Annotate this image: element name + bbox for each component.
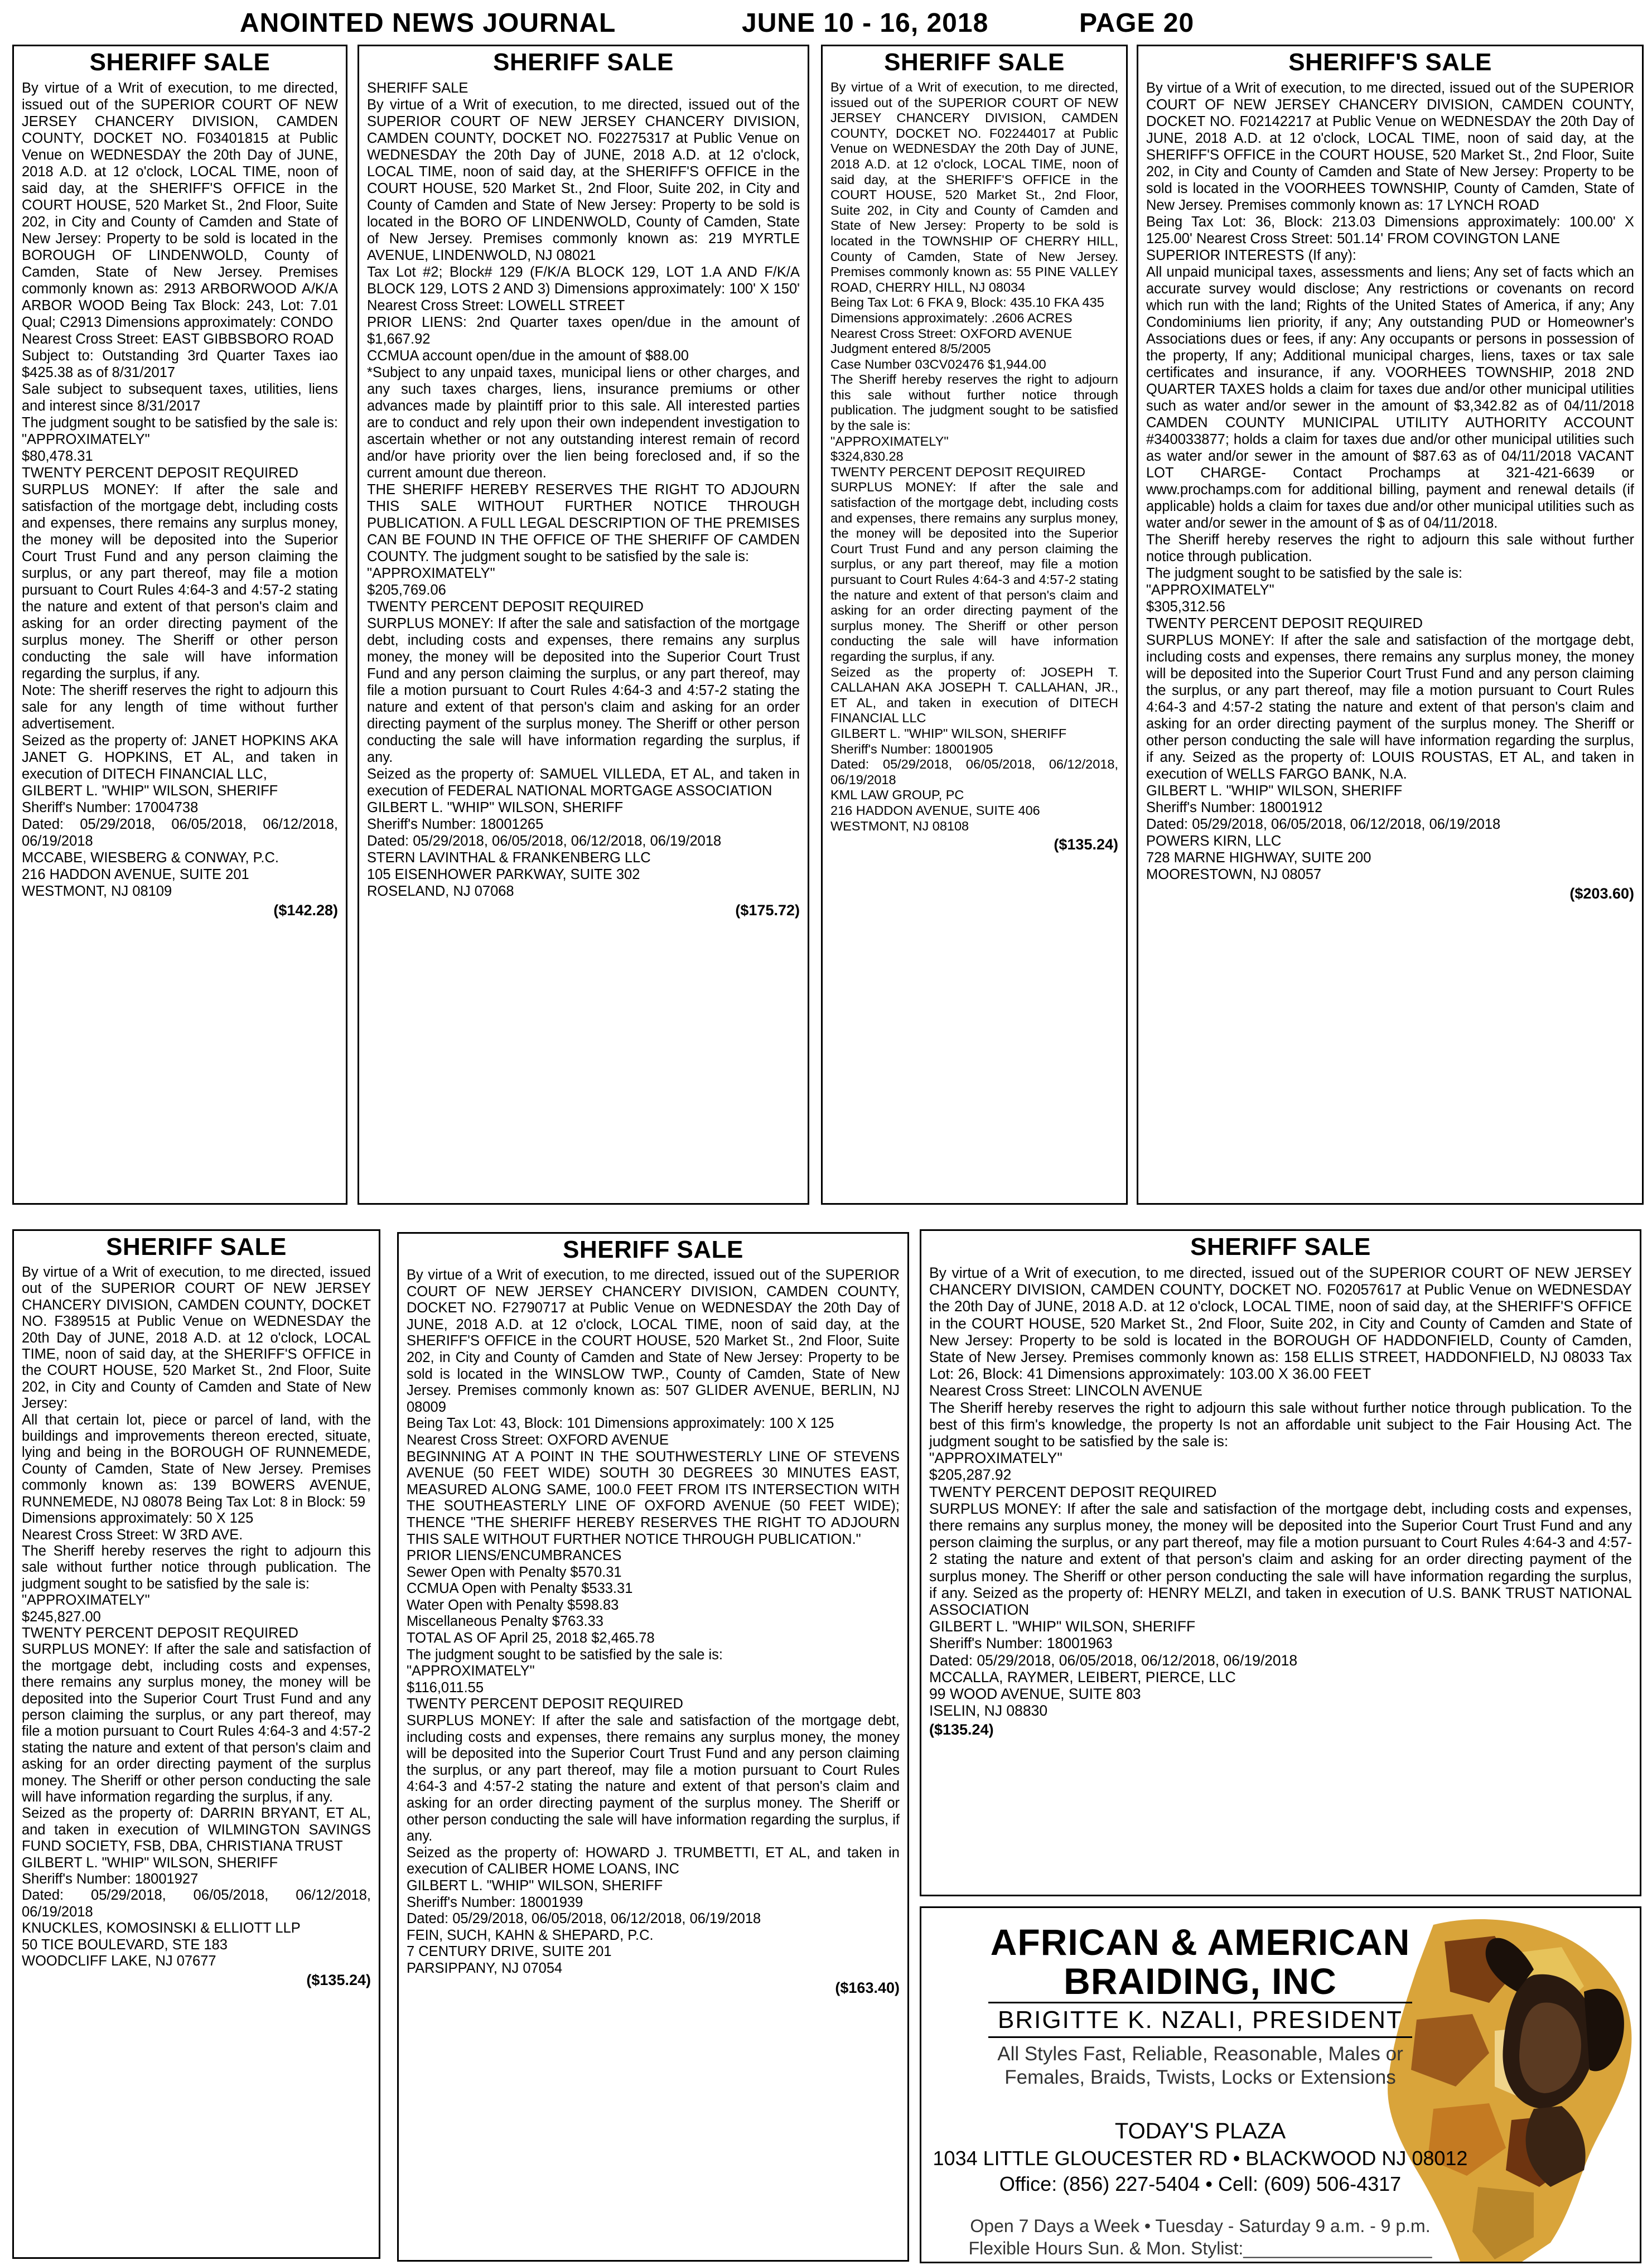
- notice-title: SHERIFF SALE: [493, 49, 674, 76]
- divider: [988, 2002, 1412, 2003]
- notice-price: ($135.24): [306, 1972, 371, 1989]
- notice-voorhees: [1137, 45, 1644, 1205]
- notice-title: SHERIFF SALE: [884, 49, 1065, 76]
- notice-body: By virtue of a Writ of execution, to me directed, issued out of the SUPERIOR COURT OF NEW JERSEY CHANCERY DIVISION, CAMDEN COUNTY, DOCKET NO. F02057617 at Public Venue on WEDNESDAY the 20th Day of JUNE, 2018 A.D. at 12 o'clock, LOCAL TIME, noon of said day, at the SHERIFF'S OFFICE in the COURT HOUSE, 520 Market St., 2nd Floor, Suite 202, in City and County of Camden and State of New Jersey: Property to be sold is located in the BOROUGH OF HADDONFIELD, County of Camden, State of New Jersey. Premises commonly known as: 158 ELLIS STREET, HADDONFIELD, NJ 08033 Tax Lot: 26, Block: 41 Dimensions approximately: 103.00 X 36.00 FEET Nearest Cross Street: LINCOLN AVENUE The Sheriff hereby reserves the right to adjourn this sale without further notice through publication. To the best of this firm's knowledge, the property Is not an affordable unit subject to the Fair Housing Act. The judgment sought to be satisfied by the sale is: "APPROXIMATELY" $205,287.92 TWENTY PERCENT DEPOSIT REQUIRED SURPLUS MONEY: If after the sale and satisfaction of the mortgage debt, including costs and expenses, there remains any surplus money, the money will be deposited into the Superior Court Trust Fund and any person claiming the surplus, or any part thereof, may file a motion pursuant to Court Rules 4:64-3 and 4:57-2 stating the nature and extent of that person's claim and asking for an order directing payment of the surplus money. The Sheriff or other person conducting the sale will have information regarding the surplus, if any. Seized as the property of: HENRY MELZI, and taken in execution of U.S. BANK TRUST NATIONAL ASSOCIATION GILBERT L. "WHIP" WILSON, SHERIFF Sheriff's Number: 18001963 Dated: 05/29/2018, 06/05/2018, 06/12/2018, 06/19/2018 MCCALLA, RAYMER, LEIBERT, PIERCE, LLC 99 WOOD AVENUE, SUITE 803 ISELIN, NJ 08830: [929, 1264, 1632, 1720]
- hours-line-2: Flexible Hours Sun. & Mon. Stylist:___________________: [968, 2238, 1432, 2258]
- masthead: [0, 8, 1652, 44]
- hours-line-1: Open 7 Days a Week • Tuesday - Saturday 9 a.m. - 9 p.m.: [970, 2216, 1431, 2236]
- notice-body: By virtue of a Writ of execution, to me directed, issued out of the SUPERIOR COURT OF NEW JERSEY CHANCERY DIVISION, CAMDEN COUNTY, DOCKET NO. F389515 at Public Venue on WEDNESDAY the 20th Day of JUNE, 2018 A.D. at 12 o'clock, LOCAL TIME, noon of said day, at the SHERIFF'S OFFICE in the COURT HOUSE, 520 Market St., 2nd Floor, Suite 202, in City and County of Camden and State of New Jersey: All that certain lot, piece or parcel of land, with the buildings and improvements thereon erected, situate, lying and being in the BOROUGH OF RUNNEMEDE, County of Camden, State of New Jersey. Premises commonly known as: 139 BOWERS AVENUE, RUNNEMEDE, NJ 08078 Being Tax Lot: 8 in Block: 59 Dimensions approximately: 50 X 125 Nearest Cross Street: W 3RD AVE. The Sheriff hereby reserves the right to adjourn this sale without further notice through publication. The judgment sought to be satisfied by the sale is: "APPROXIMATELY" $245,827.00 TWENTY PERCENT DEPOSIT REQUIRED SURPLUS MONEY: If after the sale and satisfaction of the mortgage debt, including costs and expenses, there remains any surplus money, the money will be deposited into the Superior Court Trust Fund and any person claiming the surplus, or any part thereof, may file a motion pursuant to Court Rules 4:64-3 and 4:57-2 stating the nature and extent of that person's claim and asking for an order directing payment of the surplus money. The Sheriff or other person conducting the sale will have information regarding the surplus, if any. Seized as the property of: DARRIN BRYANT, ET AL, and taken in execution of WILMINGTON SAVINGS FUND SOCIETY, FSB, DBA, CHRISTIANA TRUST GILBERT L. "WHIP" WILSON, SHERIFF Sheriff's Number: 18001927 Dated: 05/29/2018, 06/05/2018, 06/12/2018, 06/19/2018 KNUCKLES, KOMOSINSKI & ELLIOTT LLP 50 TICE BOULEVARD, STE 183 WOODCLIFF LAKE, NJ 07677: [22, 1264, 371, 1969]
- notice-body: SHERIFF SALE By virtue of a Writ of execution, to me directed, issued out of the SUPERIOR COURT OF NEW JERSEY CHANCERY DIVISION, CAMDEN COUNTY, DOCKET NO. F02275317 at Public Venue on WEDNESDAY the 20th Day of JUNE, 2018 A.D. at 12 o'clock, LOCAL TIME, noon of said day, at the SHERIFF'S OFFICE in the COURT HOUSE, 520 Market St., 2nd Floor, Suite 202, in City and County of Camden and State of New Jersey: Property to be sold is located in the BORO OF LINDENWOLD, County of Camden, State of New Jersey. Premises commonly known as: 219 MYRTLE AVENUE, LINDENWOLD, NJ 08021 Tax Lot #2; Block# 129 (F/K/A BLOCK 129, LOT 1.A AND F/K/A BLOCK 129, LOTS 2 AND 3) Dimensions approximately: 100' X 150' Nearest Cross Street: LOWELL STREET PRIOR LIENS: 2nd Quarter taxes open/due in the amount of $1,667.92 CCMUA account open/due in the amount of $88.00 *Subject to any unpaid taxes, municipal liens or other charges, and any such taxes charges, liens, insurance premiums or other advances made by plaintiff prior to this sale. All interested parties are to conduct and rely upon their own independent investigation to ascertain whether or not any outstanding interest remain of record and/or have priority over the lien being foreclosed and, if so the current amount due thereon. THE SHERIFF HEREBY RESERVES THE RIGHT TO ADJOURN THIS SALE WITHOUT FURTHER NOTICE THROUGH PUBLICATION. A FULL LEGAL DESCRIPTION OF THE PREMISES CAN BE FOUND IN THE OFFICE OF THE SHERIFF OF CAMDEN COUNTY. The judgment sought to be satisfied by the sale is: "APPROXIMATELY" $205,769.06 TWENTY PERCENT DEPOSIT REQUIRED SURPLUS MONEY: If after the sale and satisfaction of the mortgage debt, including costs and expenses, there remains any surplus money, the money will be deposited into the Superior Court Trust Fund and any person claiming the surplus, or any part thereof, may file a motion pursuant to Court Rules 4:64-3 and 4:57-2 stating the nature and extent of that person's claim and asking for an order directing payment of the surplus money. The Sheriff or other person conducting the sale will have information regarding the surplus, if any. Seized as the property of: SAMUEL VILLEDA, ET AL, and taken in execution of FEDERAL NATIONAL MORTGAGE ASSOCIATION GILBERT L. "WHIP" WILSON, SHERIFF Sheriff's Number: 18001265 Dated: 05/29/2018, 06/05/2018, 06/12/2018, 06/19/2018 STERN LAVINTHAL & FRANKENBERG LLC 105 EISENHOWER PARKWAY, SUITE 302 ROSELAND, NJ 07068: [367, 80, 800, 899]
- notice-haddonfield: [920, 1229, 1641, 1896]
- notice-price: ($163.40): [835, 1979, 900, 1996]
- phone-numbers: Office: (856) 227-5404 • Cell: (609) 506-4317: [999, 2172, 1402, 2195]
- issue-date: JUNE 10 - 16, 2018: [742, 8, 989, 38]
- notice-title: SHERIFF SALE: [89, 49, 270, 76]
- paper-name: ANOINTED NEWS JOURNAL: [240, 8, 616, 38]
- notice-title: SHERIFF SALE: [106, 1233, 287, 1261]
- notice-runnemede: [12, 1229, 380, 2259]
- notice-price: ($135.24): [1054, 836, 1118, 853]
- notice-price: ($203.60): [1569, 885, 1634, 902]
- notice-lindenwold-arborwood: [12, 45, 347, 1205]
- page-number: PAGE 20: [1079, 8, 1195, 38]
- notice-body: By virtue of a Writ of execution, to me directed, issued out of the SUPERIOR COURT OF NEW JERSEY CHANCERY DIVISION, CAMDEN COUNTY, DOCKET NO. F2790717 at Public Venue on WEDNESDAY the 20th Day of JUNE, 2018 A.D. at 12 o'clock, LOCAL TIME, noon of said day, at the SHERIFF'S OFFICE in the COURT HOUSE, 520 Market St., 2nd Floor, Suite 202, in City and County of Camden and State of New Jersey: Property to be sold is located in the WINSLOW TWP., County of Camden, State of New Jersey. Premises commonly known as: 507 GLIDER AVENUE, BERLIN, NJ 08009 Being Tax Lot: 43, Block: 101 Dimensions approximately: 100 X 125 Nearest Cross Street: OXFORD AVENUE BEGINNING AT A POINT IN THE SOUTHWESTERLY LINE OF STEVENS AVENUE (50 FEET WIDE) SOUTH 30 DEGREES 30 MINUTES EAST, MEASURED ALONG SAME, 100.0 FEET FROM ITS INTERSECTION WITH THE SOUTHEASTERLY LINE OF OXFORD AVENUE (50 FEET WIDE); THENCE "THE SHERIFF HEREBY RESERVES THE RIGHT TO ADJOURN THIS SALE WITHOUT FURTHER NOTICE THROUGH PUBLICATION." PRIOR LIENS/ENCUMBRANCES Sewer Open with Penalty $570.31 CCMUA Open with Penalty $533.31 Water Open with Penalty $598.83 Miscellaneous Penalty $763.33 TOTAL AS OF April 25, 2018 $2,465.78 The judgment sought to be satisfied by the sale is: "APPROXIMATELY" $116,011.55 TWENTY PERCENT DEPOSIT REQUIRED SURPLUS MONEY: If after the sale and satisfaction of the mortgage debt, including costs and expenses, there remains any surplus money, the money will be deposited into the Superior Court Trust Fund and any person claiming the surplus, or any part thereof, may file a motion pursuant to Court Rules 4:64-3 and 4:57-2 stating the nature and extent of that person's claim and asking for an order directing payment of the surplus money. The Sheriff or other person conducting the sale will have information regarding the surplus, if any. Seized as the property of: HOWARD J. TRUMBETTI, ET AL, and taken in execution of CALIBER HOME LOANS, INC GILBERT L. "WHIP" WILSON, SHERIFF Sheriff's Number: 18001939 Dated: 05/29/2018, 06/05/2018, 06/12/2018, 06/19/2018 FEIN, SUCH, KAHN & SHEPARD, P.C. 7 CENTURY DRIVE, SUITE 201 PARSIPPANY, NJ 07054: [407, 1267, 900, 1976]
- president-name: BRIGITTE K. NZALI, PRESIDENT: [998, 2006, 1403, 2034]
- company-name-line1: AFRICAN & AMERICAN: [990, 1921, 1411, 1963]
- notice-title: SHERIFF SALE: [1190, 1233, 1371, 1261]
- company-name-line2: BRAIDING, INC: [1064, 1960, 1337, 2002]
- tagline-1: All Styles Fast, Reliable, Reasonable, Males or: [997, 2043, 1403, 2065]
- divider: [988, 2036, 1412, 2038]
- tagline-2: Females, Braids, Twists, Locks or Extensions: [1004, 2066, 1396, 2088]
- notice-winslow: [397, 1232, 909, 2262]
- notice-price: ($135.24): [929, 1721, 994, 1738]
- notice-body: By virtue of a Writ of execution, to me directed, issued out of the SUPERIOR COURT OF NEW JERSEY CHANCERY DIVISION, CAMDEN COUNTY, DOCKET NO. F02142217 at Public Venue on WEDNESDAY the 20th Day of JUNE, 2018 A.D. at 12 o'clock, LOCAL TIME, noon of said day, at the SHERIFF'S OFFICE in the COURT HOUSE, 520 Market St., 2nd Floor, Suite 202, in City and County of Camden and State of New Jersey: Property to be sold is located in the VOORHEES TOWNSHIP, County of Camden, State of New Jersey. Premises commonly known as: 17 LYNCH ROAD Being Tax Lot: 36, Block: 213.03 Dimensions approximately: 100.00' X 125.00' Nearest Cross Street: 501.14' FROM COVINGTON LANE SUPERIOR INTERESTS (If any): All unpaid municipal taxes, assessments and liens; Any set of facts which an accurate survey would disclose; Any restrictions or covenants on record which run with the land; Rights of the United States of America, if any; Any Condominiums lien priority, if any; Any outstanding PUD or Homeowner's Associations dues or fees, if any: Any occupants or persons in possession of the property, If any; Additional municipal charges, liens, taxes or tax sale certificates and insurance, if any. VOORHEES TOWNSHIP, 2018 2ND QUARTER TAXES holds a claim for taxes due and/or other municipal utilities such as water and/or sewer in the amount of $3,342.82 as of 04/11/2018 CAMDEN COUNTY MUNICIPAL UTILITY AUTHORITY ACCOUNT #340033877; holds a claim for taxes due and/or other municipal utilities such as water and/or sewer in the amount of $87.63 as of 04/11/2018 VACANT LOT CHARGE- Contact Prochamps at 321-421-6639 or www.prochamps.com for additional billing, payment and renewal details (if applicable) holds a claim for taxes due and/or other municipal utilities such as water and/or sewer in the amount of $ as of 04/11/2018. The Sheriff hereby reserves the right to adjourn this sale without further notice through publication. The judgment sought to be satisfied by the sale is: "APPROXIMATELY" $305,312.56 TWENTY PERCENT DEPOSIT REQUIRED SURPLUS MONEY: If after the sale and satisfaction of the mortgage debt, including costs and expenses, there remains any surplus money, the money will be deposited into the Superior Court Trust Fund and any person claiming the surplus, or any part thereof, may file a motion pursuant to Court Rules 4:64-3 and 4:57-2 stating the nature and extent of that person's claim and asking for an order directing payment of the surplus money. The Sheriff or other person conducting the sale will have information regarding the surplus, if any. Seized as the property of: LOUIS ROUSTAS, ET AL, and taken in execution of WELLS FARGO BANK, N.A. GILBERT L. "WHIP" WILSON, SHERIFF Sheriff's Number: 18001912 Dated: 05/29/2018, 06/05/2018, 06/12/2018, 06/19/2018 POWERS KIRN, LLC 728 MARNE HIGHWAY, SUITE 200 MOORESTOWN, NJ 08057: [1146, 80, 1634, 882]
- notice-title: SHERIFF'S SALE: [1288, 49, 1492, 76]
- braiding-ad: [920, 1906, 1641, 2263]
- notice-price: ($142.28): [273, 902, 338, 919]
- street-address: 1034 LITTLE GLOUCESTER RD • BLACKWOOD NJ 08012: [933, 2147, 1468, 2170]
- notice-cherry-hill: [821, 45, 1128, 1205]
- plaza-name: TODAY'S PLAZA: [1114, 2119, 1286, 2143]
- notice-title: SHERIFF SALE: [563, 1236, 743, 1263]
- notice-body: By virtue of a Writ of execution, to me directed, issued out of the SUPERIOR COURT OF NEW JERSEY CHANCERY DIVISION, CAMDEN COUNTY, DOCKET NO. F02244017 at Public Venue on WEDNESDAY the 20th Day of JUNE, 2018 A.D. at 12 o'clock, LOCAL TIME, noon of said day, at the SHERIFF'S OFFICE in the COURT HOUSE, 520 Market St., 2nd Floor, Suite 202, in City and County of Camden and State of New Jersey: Property to be sold is located in the TOWNSHIP OF CHERRY HILL, County of Camden, State of New Jersey. Premises commonly known as: 55 PINE VALLEY ROAD, CHERRY HILL, NJ 08034 Being Tax Lot: 6 FKA 9, Block: 435.10 FKA 435 Dimensions approximately: .2606 ACRES Nearest Cross Street: OXFORD AVENUE Judgment entered 8/5/2005 Case Number 03CV02476 $1,944.00 The Sheriff hereby reserves the right to adjourn this sale without further notice through publication. The judgment sought to be satisfied by the sale is: "APPROXIMATELY" $324,830.28 TWENTY PERCENT DEPOSIT REQUIRED SURPLUS MONEY: If after the sale and satisfaction of the mortgage debt, including costs and expenses, there remains any surplus money, the money will be deposited into the Superior Court Trust Fund and any person claiming the surplus, or any part thereof, may file a motion pursuant to Court Rules 4:64-3 and 4:57-2 stating the nature and extent of that person's claim and asking for an order directing payment of the surplus money. The Sheriff or other person conducting the sale will have information regarding the surplus, if any. Seized as the property of: JOSEPH T. CALLAHAN AKA JOSEPH T. CALLAHAN, JR., ET AL, and taken in execution of DITECH FINANCIAL LLC GILBERT L. "WHIP" WILSON, SHERIFF Sheriff's Number: 18001905 Dated: 05/29/2018, 06/05/2018, 06/12/2018, 06/19/2018 KML LAW GROUP, PC 216 HADDON AVENUE, SUITE 406 WESTMONT, NJ 08108: [830, 80, 1119, 833]
- notice-lindenwold-myrtle: [358, 45, 809, 1205]
- notice-body: By virtue of a Writ of execution, to me directed, issued out of the SUPERIOR COURT OF NEW JERSEY CHANCERY DIVISION, CAMDEN COUNTY, DOCKET NO. F03401815 at Public Venue on WEDNESDAY the 20th Day of JUNE, 2018 A.D. at 12 o'clock, LOCAL TIME, noon of said day, at the SHERIFF'S OFFICE in the COURT HOUSE, 520 Market St., 2nd Floor, Suite 202, in City and County of Camden and State of New Jersey: Property to be sold is located in the BOROUGH OF LINDENWOLD, County of Camden, State of New Jersey. Premises commonly known as: 2913 ARBORWOOD A/K/A ARBOR WOOD Being Tax Block: 243, Lot: 7.01 Qual; C2913 Dimensions approximately: CONDO Nearest Cross Street: EAST GIBBSBORO ROAD Subject to: Outstanding 3rd Quarter Taxes iao $425.38 as of 8/31/2017 Sale subject to subsequent taxes, utilities, liens and interest since 8/31/2017 The judgment sought to be satisfied by the sale is: "APPROXIMATELY" $80,478.31 TWENTY PERCENT DEPOSIT REQUIRED SURPLUS MONEY: If after the sale and satisfaction of the mortgage debt, including costs and expenses, there remains any surplus money, the money will be deposited into the Superior Court Trust Fund and any person claiming the surplus, or any part thereof, may file a motion pursuant to Court Rules 4:64-3 and 4:57-2 stating the nature and extent of that person's claim and asking for an order directing payment of the surplus money. The Sheriff or other person conducting the sale will have information regarding the surplus, if any. Note: The sheriff reserves the right to adjourn this sale for any length of time without further advertisement. Seized as the property of: JANET HOPKINS AKA JANET G. HOPKINS, ET AL, and taken in execution of DITECH FINANCIAL LLC, GILBERT L. "WHIP" WILSON, SHERIFF Sheriff's Number: 17004738 Dated: 05/29/2018, 06/05/2018, 06/12/2018, 06/19/2018 MCCABE, WIESBERG & CONWAY, P.C. 216 HADDON AVENUE, SUITE 201 WESTMONT, NJ 08109: [22, 80, 339, 899]
- notice-price: ($175.72): [735, 902, 800, 919]
